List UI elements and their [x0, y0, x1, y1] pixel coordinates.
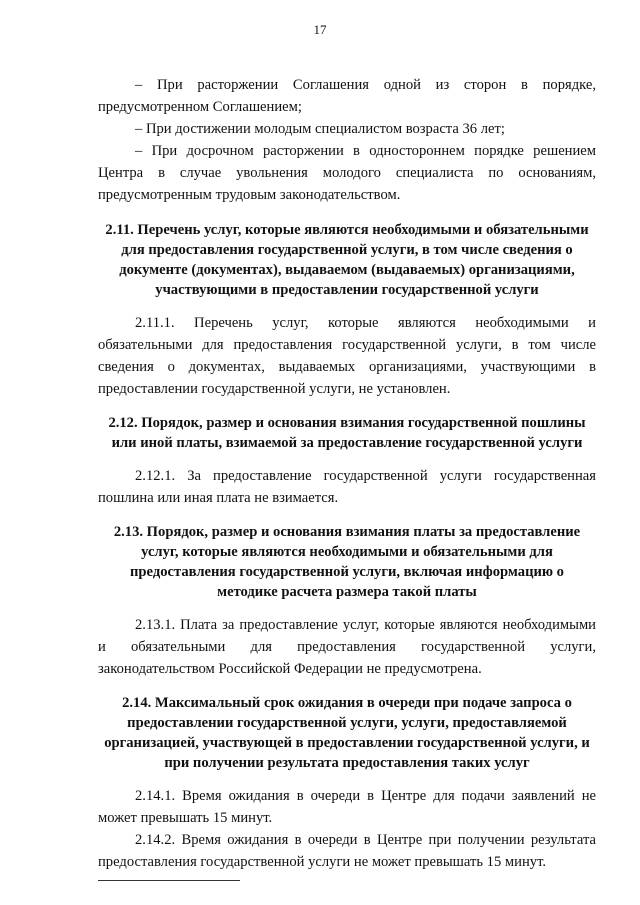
- section-heading: 2.11. Перечень услуг, которые являются необходимыми и обязательными для предоставления государственной услуги, в том числе сведения о документе (документах), выдаваемом (выдаваемых) организациями, участвующими в предоставлении государственной услуги: [105, 222, 589, 298]
- section-heading: 2.14. Максимальный срок ожидания в очереди при подаче запроса о предоставлении государственной услуги, услуги, предоставляемой организацией, участвующей в предоставлении государственной услуги, и при получении результата предоставления таких услуг: [104, 695, 590, 771]
- intro-list: [98, 74, 596, 206]
- document-body: [98, 74, 596, 873]
- section-heading: 2.12. Порядок, размер и основания взимания государственной пошлины или иной платы, взимаемой за предоставление государственной услуги: [108, 415, 586, 451]
- section-heading: 2.13. Порядок, размер и основания взимания платы за предоставление услуг, которые являются необходимыми и обязательными для предоставления государственной услуги, включая информацию о методике расчета размера такой платы: [113, 524, 581, 600]
- section-paragraph: 2.13.1. Плата за предоставление услуг, которые являются необходимыми и обязательными для предоставления государственной услуги, законодательством Российской Федерации не предусмотрена.: [98, 617, 596, 677]
- section-2-13: [98, 522, 596, 680]
- section-2-12: [98, 413, 596, 509]
- intro-item: – При расторжении Соглашения одной из сторон в порядке, предусмотренном Соглашением;: [98, 77, 596, 115]
- section-2-11: [98, 220, 596, 400]
- section-paragraph: 2.14.1. Время ожидания в очереди в Центре для подачи заявлений не может превышать 15 минут.: [98, 788, 596, 826]
- intro-item: – При достижении молодым специалистом возраста 36 лет;: [135, 121, 505, 137]
- intro-item: – При досрочном расторжении в одностороннем порядке решением Центра в случае увольнения молодого специалиста по основаниям, предусмотренным трудовым законодательством.: [98, 143, 596, 203]
- section-2-14: [98, 693, 596, 873]
- section-paragraph: 2.12.1. За предоставление государственной услуги государственная пошлина или иная плата не взимается.: [98, 468, 596, 506]
- page-number: 17: [313, 22, 327, 37]
- section-paragraph: 2.14.2. Время ожидания в очереди в Центре при получении результата предоставления государственной услуги не может превышать 15 минут.: [98, 832, 596, 870]
- section-paragraph: 2.11.1. Перечень услуг, которые являются необходимыми и обязательными для предоставления государственной услуги, в том числе сведения о документах, выдаваемых организациями, участвующими в предоставлении государственной услуги, не установлен.: [98, 315, 596, 397]
- footnote-divider: [98, 880, 240, 881]
